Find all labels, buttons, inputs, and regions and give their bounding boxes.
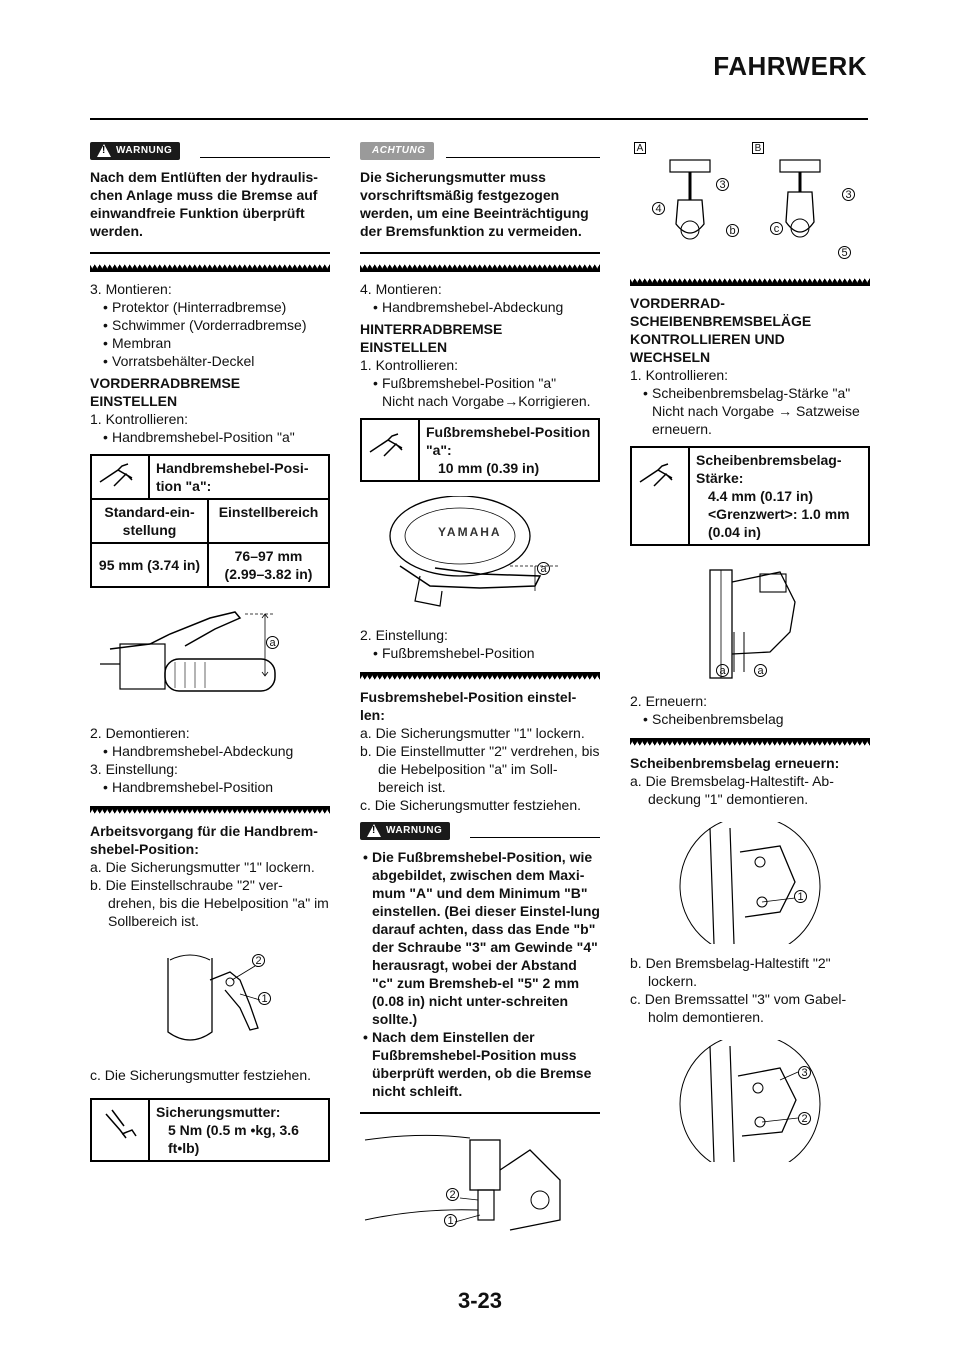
- procedure-b: b. Die Einstellschraube "2" ver-drehen, bis die Hebelposition "a" im Sollbereich ist.: [90, 877, 329, 929]
- check-step: 1. Kontrollieren:: [630, 367, 729, 383]
- procedure-c: c. Den Bremssattel "3" vom Gabel-holm demontieren.: [630, 991, 847, 1025]
- check-item: [370, 374, 600, 410]
- warning-line: [470, 837, 600, 838]
- fig-label-4: 4: [652, 202, 665, 215]
- procedure-title: Fusbremshebel-Position einstel-len:: [360, 689, 577, 723]
- fig1-label-a: a: [537, 562, 550, 575]
- procedure-b: b. Den Bremsbelag-Haltestift "2" lockern.: [630, 955, 831, 989]
- spec-pedal-value: 10 mm (0.39 in): [438, 460, 540, 476]
- spec-box-lever-position: [90, 454, 330, 588]
- caution-end-rule: [360, 252, 600, 254]
- fig-label-A: A: [634, 142, 646, 154]
- fig-label-5: 5: [838, 246, 851, 259]
- step3-item-1: • Protektor (Hinterradbremse): [100, 298, 330, 316]
- step-2: 2. Demontieren:: [90, 725, 190, 741]
- check-item: [640, 384, 870, 438]
- step2-item: • Scheibenbremsbelag: [640, 710, 870, 728]
- spec-box-pedal-position: [360, 418, 600, 482]
- triangle-divider-up: [630, 278, 870, 286]
- spec2-value: 5 Nm (0.5 m •kg, 3.6 ft•lb): [168, 1122, 299, 1156]
- spec1-title: Handbremshebel-Posi-tion "a":: [156, 460, 309, 494]
- spec1-col1-head: Standard-ein-stellung: [92, 499, 208, 543]
- warning-badge: [90, 142, 180, 160]
- step-3b: 3. Einstellung:: [90, 761, 178, 777]
- step3-item-4: • Vorratsbehälter-Deckel: [100, 352, 330, 370]
- torque-wrench-icon: [92, 1100, 150, 1160]
- procedure-a: a. Die Bremsbelag-Haltestift- Ab-deckung "1" demontieren.: [630, 773, 834, 807]
- fig-label-a-left: a: [716, 664, 729, 677]
- warning-item-1: • Die Fußbremshebel-Position, wie abgebildet, zwischen dem Maxi-mum "A" und dem Minimum "B" einstellen. (Bei dieser Einstel-lung darauf achten, dass das Ende "b" der Schraube "3" am Gewinde "4" herausragt, wobei der Abstand "c" zum Bremsheb-el "5" 2 mm (0.08 in) nicht unter-schreiten sollte.): [360, 848, 600, 1028]
- step-2: 2. Erneuern:: [630, 693, 708, 709]
- fig-yamaha-brand: YAMAHA: [438, 525, 502, 539]
- spec1-col1-val: 95 mm (3.74 in): [92, 543, 208, 586]
- check-item-cont: Nicht nach Vorgabe→Korrigieren.: [382, 393, 591, 409]
- warning-end-rule: [360, 1112, 600, 1114]
- section-rear-brake: HINTERRADBREMSE EINSTELLEN: [360, 321, 503, 355]
- check-item-cont: Nicht nach Vorgabe → Satzweise erneuern.: [652, 403, 860, 437]
- check-item: • Handbremshebel-Position "a": [100, 428, 330, 446]
- spec1-col2-val: 76–97 mm (2.99–3.82 in): [208, 543, 328, 586]
- triangle-divider-down: [630, 738, 870, 746]
- warning-tag: [90, 142, 330, 162]
- warning-list: [360, 848, 600, 1100]
- page-number: 3-23: [457, 1288, 503, 1313]
- warning-icon: [367, 824, 381, 837]
- triangle-divider-up: [90, 264, 330, 272]
- warning-tag: [360, 822, 600, 842]
- fig-label-a-right: a: [754, 664, 767, 677]
- fig4-label-3: 3: [798, 1066, 811, 1079]
- warning-text: Nach dem Entlüften der hydraulis-chen Anlage muss die Bremse auf einwandfreie Funktion überprüft werden.: [90, 169, 318, 239]
- step-4: 4. Montieren:: [360, 281, 442, 297]
- caution-text: Die Sicherungsmutter muss vorschriftsmäßig festgezogen werden, um eine Beeinträchtigung der Bremsfunktion zu vermeiden.: [360, 169, 589, 239]
- fig2-label-2: 2: [252, 954, 265, 967]
- caution-badge: ACHTUNG: [360, 142, 434, 160]
- figure-caliper: [630, 1040, 870, 1162]
- procedure-a: a. Die Sicherungsmutter "1" lockern.: [90, 859, 315, 875]
- check-item-text: Fußbremshebel-Position "a": [382, 375, 557, 391]
- procedure-b: b. Die Einstellmutter "2" verdrehen, bis die Hebelposition "a" im Soll-bereich ist.: [360, 743, 600, 795]
- spec1-col2-head: Einstellbereich: [208, 499, 328, 543]
- fig3-label-1: 1: [794, 890, 807, 903]
- warning-end-rule: [90, 252, 330, 254]
- check-item-text: Scheibenbremsbelag-Stärke "a": [652, 385, 851, 401]
- fig4-label-2: 2: [798, 1112, 811, 1125]
- step3b-item: • Handbremshebel-Position: [100, 778, 330, 796]
- figure-pedal-adjust: [360, 1130, 600, 1240]
- triangle-divider-up: [360, 264, 600, 272]
- figure-pin-cover: [630, 822, 870, 944]
- step2-item: • Handbremshebel-Abdeckung: [100, 742, 330, 760]
- procedure-c: c. Die Sicherungsmutter festziehen.: [90, 1067, 311, 1083]
- fig-label-c: c: [770, 222, 783, 235]
- wrench-icon: [362, 420, 420, 480]
- caution-line: [446, 157, 600, 158]
- warning-label: WARNUNG: [386, 825, 443, 836]
- wrench-icon: [92, 456, 150, 498]
- wrench-icon: [632, 448, 690, 544]
- triangle-divider-down: [360, 672, 600, 680]
- fig2-label-2: 2: [446, 1188, 459, 1201]
- spec-box-pad-thickness: [630, 446, 870, 546]
- figure-hand-lever: [90, 604, 330, 714]
- triangle-divider-down: [90, 806, 330, 814]
- fig-label-3a: 3: [716, 178, 729, 191]
- check-step: 1. Kontrollieren:: [90, 411, 189, 427]
- figure-lever-adjust: [90, 950, 330, 1050]
- procedure-title: Arbeitsvorgang für die Handbrem-shebel-Position:: [90, 823, 318, 857]
- column-1: [90, 142, 330, 1170]
- step4-item: • Handbremshebel-Abdeckung: [370, 298, 600, 316]
- header-rule: [90, 118, 868, 120]
- figure-pedal-min-max: [630, 142, 870, 260]
- section-front-brake: VORDERRADBREMSE EINSTELLEN: [90, 375, 241, 409]
- warning-badge: [360, 822, 450, 840]
- spec-pad-value-2: <Grenzwert>: 1.0 mm: [708, 506, 850, 522]
- check-step: 1. Kontrollieren:: [360, 357, 459, 373]
- step3-item-3: • Membran: [100, 334, 330, 352]
- column-2: [360, 142, 600, 1250]
- page-title: FAHRWERK: [713, 51, 867, 81]
- warning-icon: [97, 144, 111, 157]
- spec-pad-value-3: (0.04 in): [708, 524, 761, 540]
- procedure-a: a. Die Sicherungsmutter "1" lockern.: [360, 725, 585, 741]
- warning-line: [200, 157, 330, 158]
- fig1-label-a: a: [266, 636, 279, 649]
- step-2: 2. Einstellung:: [360, 627, 448, 643]
- spec-pad-title: Scheibenbremsbelag-Stärke:: [696, 452, 842, 486]
- spec-box-locknut: [90, 1098, 330, 1162]
- procedure-c: c. Die Sicherungsmutter festziehen.: [360, 797, 581, 813]
- warning-label: WARNUNG: [116, 145, 173, 156]
- figure-rear-pedal: [360, 496, 600, 616]
- fig2-label-1: 1: [444, 1214, 457, 1227]
- column-3: [630, 142, 870, 1172]
- spec-pad-value-1: 4.4 mm (0.17 in): [708, 488, 814, 504]
- procedure-title: Scheibenbremsbelag erneuern:: [630, 755, 840, 771]
- step-3: 3. Montieren:: [90, 281, 172, 297]
- spec2-title: Sicherungsmutter:: [156, 1104, 281, 1120]
- step3-item-2: • Schwimmer (Vorderradbremse): [100, 316, 330, 334]
- figure-pad-thickness: [630, 562, 870, 682]
- fig2-label-1: 1: [258, 992, 271, 1005]
- fig-label-3b: 3: [842, 188, 855, 201]
- spec-pedal-title: Fußbremshebel-Position "a":: [426, 424, 591, 458]
- step2-item: • Fußbremshebel-Position: [370, 644, 600, 662]
- fig-label-B: B: [752, 142, 764, 154]
- warning-item-2: • Nach dem Einstellen der Fußbremshebel-Position muss überprüft werden, ob die Bremse nicht schleift.: [360, 1028, 600, 1100]
- caution-tag: [360, 142, 600, 162]
- fig-label-b: b: [726, 224, 739, 237]
- section-front-pads: VORDERRAD-SCHEIBENBREMSBELÄGE KONTROLLIEREN UND WECHSELN: [630, 295, 812, 365]
